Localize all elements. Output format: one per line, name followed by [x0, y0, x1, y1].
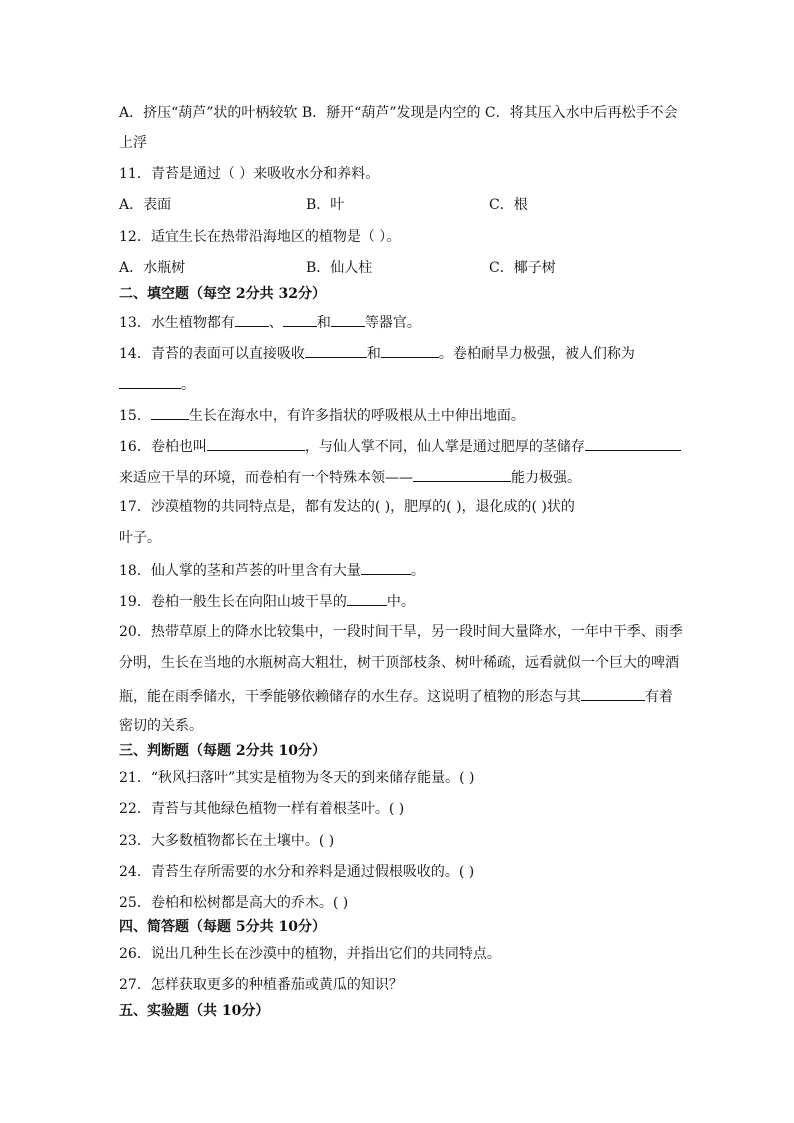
q16-text: 能力极强。 [511, 470, 581, 486]
q22: 22．青苔与其他绿色植物一样有着根茎叶。( ) [119, 801, 405, 817]
q14-text: 和 [366, 346, 381, 362]
q17: 17．沙漠植物的共同特点是，都有发达的( )，肥厚的( )，退化成的( )状的 [119, 499, 575, 515]
blank [413, 467, 511, 482]
q12-option-a: A．水瓶树 [119, 260, 186, 276]
q15-text: 生长在海水中，有许多指状的呼吸根从土中伸出地面。 [188, 408, 525, 424]
q13-text: 13．水生植物都有 [119, 315, 235, 331]
q14-cont [119, 374, 195, 394]
q10-options-line: A．挤压“葫芦”状的叶柄较软 B．掰开“葫芦”发现是内空的 C．将其压入水中后再松手不会 [119, 105, 678, 121]
blank [151, 405, 189, 420]
q20-line2: 分明，生长在当地的水瓶树高大粗壮，树干顶部枝条、树叶稀疏，远看就似一个巨大的啤酒 [119, 655, 679, 671]
q14-text: 。卷柏耐旱力极强，被人们称为 [438, 346, 635, 362]
q16-text: 16．卷柏也叫 [119, 439, 207, 455]
blank [283, 312, 317, 327]
blank [305, 343, 367, 358]
q24: 24．青苔生存所需要的水分和养料是通过假根吸收的。( ) [119, 864, 475, 880]
q16-text: ，与仙人掌不同，仙人掌是通过肥厚的茎储存 [304, 439, 585, 455]
q18-text: 18．仙人掌的茎和芦荟的叶里含有大量 [119, 563, 361, 579]
q20-line1: 20．热带草原上的降水比较集中，一段时间干旱，另一段时间大量降水，一年中干季、雨季 [119, 624, 683, 640]
q27: 27．怎样获取更多的种植番茄或黄瓜的知识？ [119, 977, 403, 993]
section-experiment-heading: 五、实验题（共 10分） [119, 1003, 270, 1019]
q20-text: 有着 [645, 689, 673, 705]
q13-text: 和 [316, 315, 331, 331]
blank [347, 591, 387, 606]
q11-stem: 11．青苔是通过（ ）来吸收水分和养料。 [119, 166, 380, 182]
q18-text: 。 [410, 563, 425, 579]
blank [119, 374, 181, 389]
q23: 23．大多数植物都长在土壤中。( ) [119, 833, 335, 849]
blank [581, 686, 645, 701]
blank [381, 343, 439, 358]
q14 [119, 343, 635, 363]
blank [361, 560, 411, 575]
q20-line3 [119, 686, 673, 706]
q16 [119, 436, 681, 456]
q13-text: 等器官。 [364, 315, 421, 331]
q14-text: 14．青苔的表面可以直接吸收 [119, 346, 305, 362]
q21: 21．“秋风扫落叶”其实是植物为冬天的到来储存能量。( ) [119, 770, 475, 786]
q13-text: 、 [268, 315, 283, 331]
q20-line4: 密切的关系。 [119, 718, 203, 734]
section-fill-in-heading: 二、填空题（每空 2分共 32分） [119, 286, 326, 302]
q16-text: 来适应干旱的环境，而卷柏有一个特殊本领—— [119, 470, 413, 486]
q17-cont: 叶子。 [119, 530, 161, 546]
blank [331, 312, 365, 327]
q11-option-a: A．表面 [119, 197, 172, 213]
q19-text: 19．卷柏一般生长在向阳山坡干旱的 [119, 594, 347, 610]
q19-text: 中。 [386, 594, 415, 610]
q10-options-line-cont: 上浮 [119, 135, 147, 151]
q12-option-c: C．椰子树 [489, 260, 556, 276]
blank [585, 436, 681, 451]
q15-text: 15． [119, 408, 151, 424]
section-short-answer-heading: 四、简答题（每题 5分共 10分） [119, 919, 326, 935]
q16-cont [119, 467, 581, 487]
q26: 26．说出几种生长在沙漠中的植物，并指出它们的共同特点。 [119, 946, 501, 962]
blank [207, 436, 305, 451]
q15 [119, 405, 525, 425]
q19 [119, 591, 415, 611]
q18 [119, 560, 425, 580]
q12-option-b: B．仙人柱 [306, 260, 373, 276]
q25: 25．卷柏和松树都是高大的乔木。( ) [119, 895, 349, 911]
q12-stem: 12．适宜生长在热带沿海地区的植物是（ ）。 [119, 229, 401, 245]
section-true-false-heading: 三、判断题（每题 2分共 10分） [119, 743, 326, 759]
q11-option-b: B．叶 [306, 197, 345, 213]
q14-text: 。 [181, 377, 195, 393]
blank [235, 312, 269, 327]
q11-option-c: C．根 [489, 197, 528, 213]
q13 [119, 312, 421, 332]
q20-text: 瓶，能在雨季储水，干季能够依赖储存的水生存。这说明了植物的形态与其 [119, 689, 581, 705]
